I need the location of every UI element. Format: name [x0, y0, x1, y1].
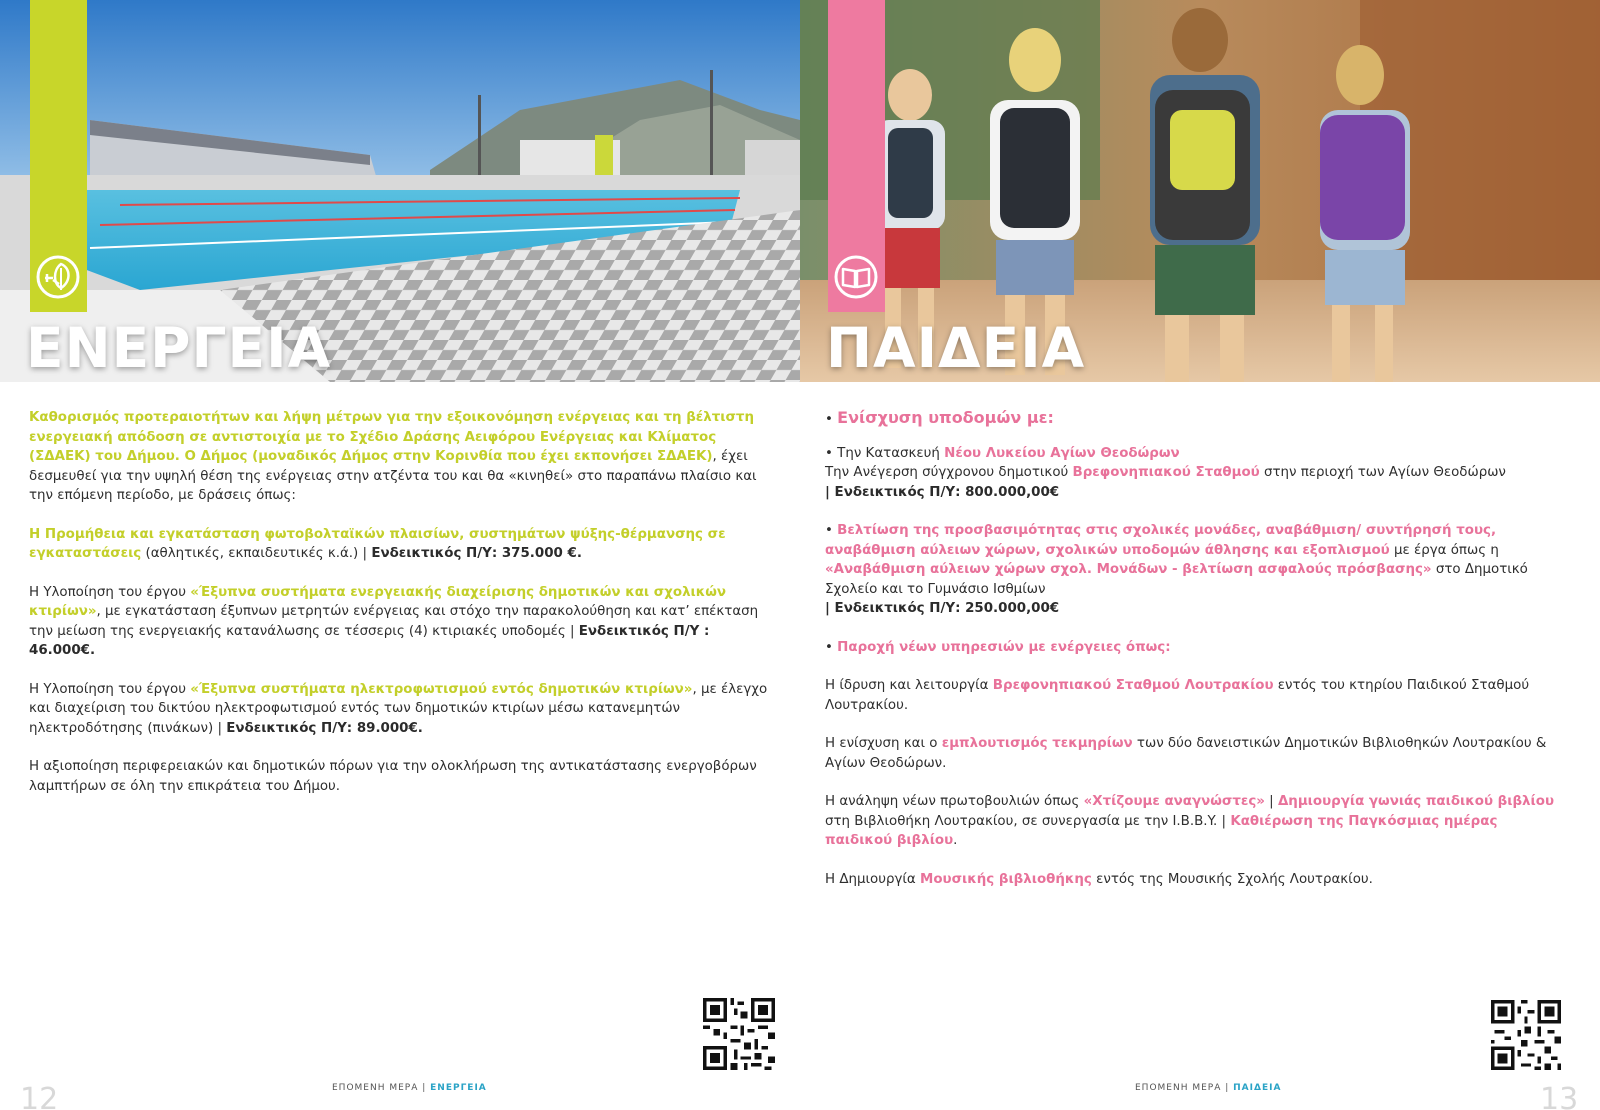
energy-intro-text: , έχει δεσμευθεί για την υψηλή θέση της ενέργειας στην ατζέντα του και θα «κινηθεί» στο παραπάνω πλαίσιο και την επόμενη περίοδο, με δράσεις όπως:	[29, 449, 757, 503]
education-item-libraries-text: των δύο δανειστικών Δημοτικών Βιβλιοθηκών Λουτρακίου & Αγίων Θεοδώρων.	[825, 736, 1547, 771]
energy-item-smart-management-budget: Ενδεικτικός Π/Υ : 46.000€.	[29, 623, 710, 658]
footer-energy	[332, 1083, 487, 1093]
energy-item-smart-lighting	[29, 680, 774, 739]
education-item-libraries-pre: Η ενίσχυση και ο	[825, 736, 942, 751]
qr-code-icon[interactable]	[703, 998, 775, 1070]
footer-section-label: ΠΑΙΔΕΙΑ	[1233, 1083, 1282, 1093]
footer-section-label: ΕΝΕΡΓΕΙΑ	[430, 1083, 487, 1093]
education-item-accessibility	[825, 521, 1565, 619]
energy-intro	[29, 408, 774, 506]
education-item-libraries-highlight: εμπλουτισμός τεκμηρίων	[941, 736, 1133, 751]
footer-brand: ΕΠΟΜΕΝΗ ΜΕΡΑ |	[332, 1083, 431, 1093]
education-item-accessibility-highlight: Βελτίωση της προσβασιμότητας στις σχολικές μονάδες, αναβάθμιση/ συντήρησή τους, αναβάθμιση αύλειων χώρων, σχολικών υποδομών άθλησης και εξοπλισμού	[825, 523, 1497, 558]
education-item-music-library-text: εντός της Μουσικής Σχολής Λουτρακίου.	[1091, 871, 1373, 887]
energy-item-smart-management-highlight: «Έξυπνα συστήματα ενεργειακής διαχείρισης δημοτικών και σχολικών κτιρίων»	[29, 584, 727, 619]
energy-item-smart-lighting-pre: Η Υλοποίηση του έργου	[29, 681, 191, 697]
education-item-initiatives-pre: Η ανάληψη νέων πρωτοβουλιών όπως	[825, 794, 1084, 809]
education-item-accessibility-text: στο Δημοτικό Σχολείο και το Γυμνάσιο Ισθμίων	[825, 562, 1528, 597]
education-item-libraries	[825, 734, 1565, 773]
education-item-loutraki-nursery-pre: Η ίδρυση και λειτουργία	[825, 678, 993, 693]
education-item-accessibility-mid: με έργα όπως η	[1389, 542, 1499, 558]
leaf-plug-icon	[35, 254, 81, 300]
education-item-lyceum	[825, 444, 1565, 503]
page-number-right: 13	[1540, 1082, 1579, 1110]
energy-item-smart-management-text: , με εγκατάσταση έξυπνων μετρητών ενέργειας και στόχο την παρακολούθηση και κατ’ επέκταση την μείωση της ενεργειακής κατανάλωσης σε τέσσερις (4) κτιριακές υποδομές |	[29, 604, 759, 639]
bullet: •	[825, 412, 838, 427]
education-heading-infrastructure-text: Ενίσχυση υποδομών με:	[837, 408, 1054, 427]
page-education	[800, 0, 1600, 1110]
bullet: •	[825, 639, 838, 655]
education-heading-infrastructure	[825, 408, 1565, 430]
energy-item-smart-lighting-text: , με έλεγχο και διαχείριση του δικτύου ηλεκτροφωτισμού εντός των δημοτικών κτιρίων μέσω κατανεμητών ηλεκτροδότησης (πινάκων) |	[29, 681, 768, 736]
section-title-energy: ΕΝΕΡΓΕΙΑ	[26, 316, 332, 380]
energy-item-photovoltaics	[29, 525, 774, 564]
education-item-nursery-pre: Την Ανέγερση σύγχρονου δημοτικού	[825, 465, 1073, 480]
education-body	[825, 408, 1565, 908]
energy-item-photovoltaics-highlight: Η Προμήθεια και εγκατάσταση φωτοβολταϊκών πλαισίων, συστημάτων ψύξης-θέρμανσης σε εγκαταστάσεις	[29, 526, 726, 561]
education-item-initiatives-mid: στη Βιβλιοθήκη Λουτρακίου, σε συνεργασία με την I.B.B.Y. |	[825, 813, 1231, 829]
education-item-accessibility-highlight-2: «Αναβάθμιση αύλειων χώρων σχολ. Μονάδων - βελτίωση ασφαλούς πρόσβασης»	[825, 562, 1432, 577]
qr-code-icon[interactable]	[1491, 1000, 1561, 1070]
section-title-education: ΠΑΙΔΕΙΑ	[826, 316, 1086, 380]
education-heading-services-text: Παροχή νέων υπηρεσιών με ενέργειες όπως:	[837, 639, 1171, 655]
page-number-left: 12	[20, 1082, 59, 1110]
education-item-loutraki-nursery-text: εντός του κτηρίου Παιδικού Σταθμού Λουτρακίου.	[825, 678, 1530, 713]
education-item-initiatives-highlight-3: Καθιέρωση της Παγκόσμιας ημέρας παιδικού βιβλίου	[825, 813, 1498, 848]
education-item-music-library	[825, 870, 1565, 890]
open-book-icon	[833, 254, 879, 300]
energy-item-photovoltaics-budget: Ενδεικτικός Π/Υ: 375.000 €.	[371, 546, 582, 561]
bullet: •	[825, 523, 838, 538]
education-accent-tab	[828, 0, 885, 312]
education-item-lyceum-budget: | Ενδεικτικός Π/Υ: 800.000,00€	[825, 484, 1060, 500]
education-item-nursery-highlight: Βρεφονηπιακού Σταθμού	[1072, 465, 1260, 480]
education-item-accessibility-budget: | Ενδεικτικός Π/Υ: 250.000,00€	[825, 601, 1060, 616]
energy-item-smart-management	[29, 583, 774, 661]
energy-intro-highlight: Καθορισμός προτεραιοτήτων και λήψη μέτρων για την εξοικονόμηση ενέργειας και τη βέλτιστη ενεργειακή απόδοση σε αντιστοιχία με το Σχέδιο Δράσης Αειφόρου Ενέργειας και Κλίματος (ΣΔΑΕΚ) του Δήμου. Ο Δήμος (μοναδικός Δήμος στην Κορινθία που έχει εκπονήσει ΣΔΑΕΚ)	[29, 410, 754, 464]
energy-body	[29, 408, 774, 815]
footer-brand: ΕΠΟΜΕΝΗ ΜΕΡΑ |	[1135, 1083, 1234, 1093]
energy-item-smart-lighting-highlight: «Έξυπνα συστήματα ηλεκτροφωτισμού εντός δημοτικών κτιρίων»	[190, 681, 693, 697]
footer-education	[1135, 1083, 1281, 1093]
energy-item-smart-management-pre: Η Υλοποίηση του έργου	[29, 584, 191, 600]
education-item-lyceum-pre: • Την Κατασκευή	[825, 445, 945, 461]
energy-item-lamps: Η αξιοποίηση περιφερειακών και δημοτικών πόρων για την ολοκλήρωση της αντικατάστασης ενεργοβόρων λαμπτήρων σε όλη την επικράτεια του Δήμου.	[29, 759, 757, 794]
education-heading-services	[825, 638, 1565, 658]
education-item-initiatives	[825, 792, 1565, 851]
education-item-music-library-highlight: Μουσικής βιβλιοθήκης	[920, 871, 1092, 887]
education-item-initiatives-highlight-2: Δημιουργία γωνιάς παιδικού βιβλίου	[1277, 794, 1554, 809]
energy-accent-tab	[30, 0, 87, 312]
energy-item-smart-lighting-budget: Ενδεικτικός Π/Υ: 89.000€.	[226, 720, 423, 736]
education-item-loutraki-nursery	[825, 676, 1565, 715]
education-item-music-library-pre: Η Δημιουργία	[825, 871, 921, 887]
energy-item-photovoltaics-text: (αθλητικές, εκπαιδευτικές κ.ά.) |	[141, 546, 372, 561]
education-item-nursery-text: στην περιοχή των Αγίων Θεοδώρων	[1259, 465, 1506, 480]
separator: |	[1264, 794, 1278, 809]
education-item-initiatives-highlight-1: «Χτίζουμε αναγνώστες»	[1083, 794, 1265, 809]
education-item-loutraki-nursery-highlight: Βρεφονηπιακού Σταθμού Λουτρακίου	[992, 678, 1274, 693]
education-item-lyceum-highlight: Νέου Λυκείου Αγίων Θεοδώρων	[944, 445, 1180, 461]
period: .	[953, 833, 958, 848]
